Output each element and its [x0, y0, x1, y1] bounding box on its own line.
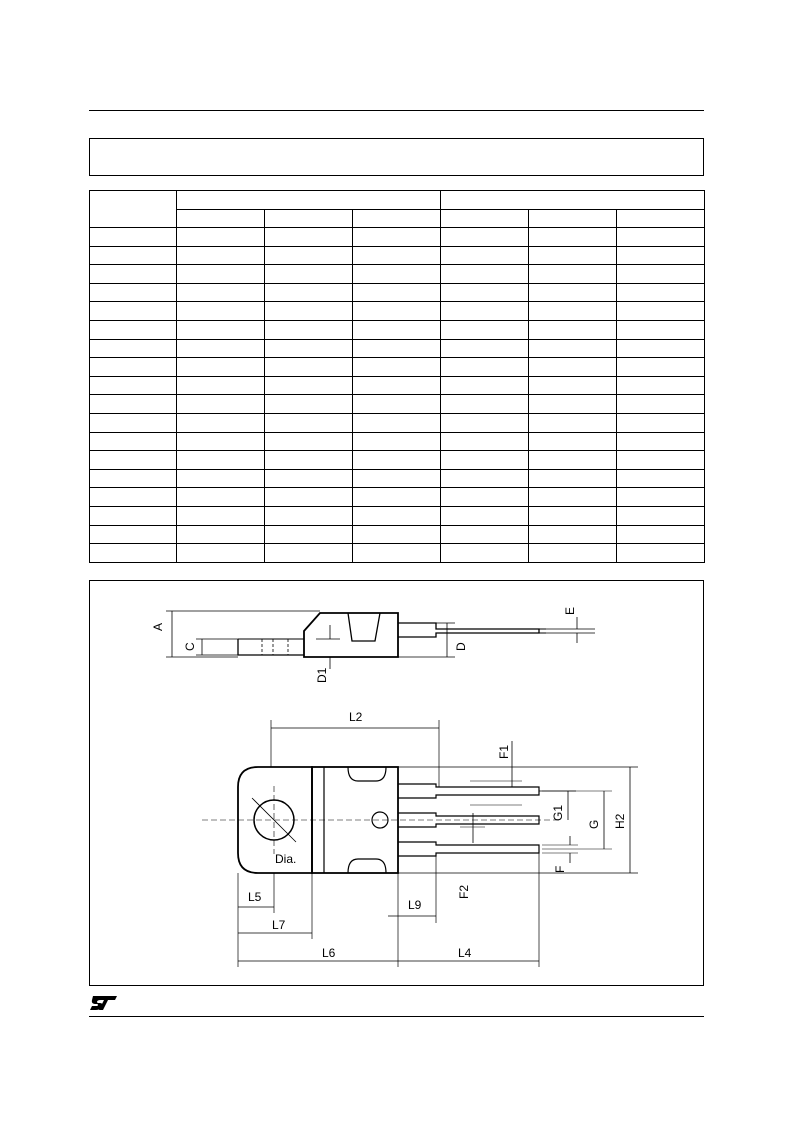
value-cell [177, 302, 265, 321]
mm-typ-header-cell [265, 210, 353, 228]
footer-rule [89, 1016, 704, 1017]
value-cell [177, 525, 265, 544]
value-cell [617, 506, 705, 525]
dim-cell [90, 413, 177, 432]
value-cell [441, 413, 529, 432]
value-cell [265, 358, 353, 377]
table-row [90, 320, 705, 339]
value-cell [265, 451, 353, 470]
value-cell [617, 525, 705, 544]
value-cell [265, 395, 353, 414]
top-view [202, 720, 638, 967]
value-cell [265, 246, 353, 265]
value-cell [177, 358, 265, 377]
inch-group-header-cell [441, 191, 705, 210]
value-cell [177, 451, 265, 470]
table-row [90, 432, 705, 451]
value-cell [353, 413, 441, 432]
value-cell [529, 228, 617, 247]
value-cell [441, 339, 529, 358]
st-logo-icon [89, 994, 119, 1017]
value-cell [265, 283, 353, 302]
value-cell [177, 488, 265, 507]
value-cell [617, 395, 705, 414]
value-cell [177, 246, 265, 265]
value-cell [177, 395, 265, 414]
value-cell [529, 358, 617, 377]
value-cell [177, 320, 265, 339]
dim-label-l2: L2 [349, 710, 363, 724]
value-cell [265, 320, 353, 339]
dim-cell [90, 320, 177, 339]
dim-label-e: E [563, 606, 577, 615]
dim-cell [90, 358, 177, 377]
table-row [90, 265, 705, 284]
dim-label-h2: H2 [613, 813, 627, 829]
value-cell [265, 339, 353, 358]
value-cell [617, 432, 705, 451]
mm-min-header-cell [177, 210, 265, 228]
value-cell [529, 265, 617, 284]
side-view [166, 611, 595, 669]
value-cell [529, 246, 617, 265]
value-cell [529, 320, 617, 339]
value-cell [177, 432, 265, 451]
value-cell [441, 506, 529, 525]
dim-label-d1: D1 [315, 667, 329, 683]
value-cell [529, 506, 617, 525]
table-title-box [89, 138, 704, 176]
value-cell [441, 228, 529, 247]
table-row [90, 228, 705, 247]
value-cell [617, 283, 705, 302]
dim-label-l6: L6 [322, 946, 336, 960]
dim-cell [90, 451, 177, 470]
value-cell [617, 302, 705, 321]
value-cell [265, 506, 353, 525]
value-cell [353, 506, 441, 525]
inch-min-header-cell [441, 210, 529, 228]
dim-label-dia: Dia. [275, 852, 297, 866]
value-cell [529, 488, 617, 507]
table-row [90, 506, 705, 525]
value-cell [441, 376, 529, 395]
value-cell [617, 488, 705, 507]
value-cell [353, 283, 441, 302]
value-cell [617, 228, 705, 247]
value-cell [353, 376, 441, 395]
value-cell [353, 488, 441, 507]
value-cell [617, 320, 705, 339]
table-body [90, 228, 705, 563]
value-cell [265, 469, 353, 488]
value-cell [177, 339, 265, 358]
value-cell [353, 525, 441, 544]
value-cell [265, 228, 353, 247]
value-cell [265, 488, 353, 507]
value-cell [177, 283, 265, 302]
table-row [90, 488, 705, 507]
dim-label-c: C [183, 642, 197, 651]
value-cell [529, 469, 617, 488]
dim-label-g: G [587, 819, 601, 829]
value-cell [177, 544, 265, 563]
value-cell [265, 376, 353, 395]
table-row [90, 376, 705, 395]
value-cell [529, 413, 617, 432]
dim-cell [90, 283, 177, 302]
inch-max-header-cell [617, 210, 705, 228]
value-cell [529, 302, 617, 321]
value-cell [441, 451, 529, 470]
table-row [90, 302, 705, 321]
value-cell [617, 358, 705, 377]
value-cell [265, 413, 353, 432]
value-cell [441, 246, 529, 265]
value-cell [265, 265, 353, 284]
value-cell [177, 228, 265, 247]
value-cell [353, 302, 441, 321]
dim-label-l4: L4 [458, 946, 472, 960]
dim-cell [90, 506, 177, 525]
value-cell [177, 265, 265, 284]
lead-side [398, 623, 539, 637]
dim-cell [90, 544, 177, 563]
value-cell [441, 302, 529, 321]
value-cell [353, 265, 441, 284]
mm-max-header-cell [353, 210, 441, 228]
value-cell [353, 228, 441, 247]
dim-label-d: D [454, 642, 468, 651]
value-cell [441, 265, 529, 284]
value-cell [177, 469, 265, 488]
value-cell [617, 544, 705, 563]
value-cell [265, 302, 353, 321]
table-row [90, 413, 705, 432]
dim-cell [90, 228, 177, 247]
value-cell [617, 246, 705, 265]
dim-label-l9: L9 [408, 898, 422, 912]
value-cell [529, 283, 617, 302]
value-cell [529, 525, 617, 544]
table-row [90, 246, 705, 265]
package-drawing [89, 580, 704, 986]
value-cell [529, 432, 617, 451]
value-cell [265, 525, 353, 544]
value-cell [529, 544, 617, 563]
value-cell [529, 376, 617, 395]
value-cell [177, 376, 265, 395]
table-row [90, 339, 705, 358]
table-header-row [90, 191, 705, 210]
dim-cell [90, 302, 177, 321]
value-cell [441, 320, 529, 339]
table-row [90, 525, 705, 544]
inch-typ-header-cell [529, 210, 617, 228]
value-cell [441, 525, 529, 544]
value-cell [617, 413, 705, 432]
value-cell [353, 320, 441, 339]
dim-cell [90, 432, 177, 451]
value-cell [265, 432, 353, 451]
value-cell [353, 395, 441, 414]
dim-label-f2: F2 [457, 884, 471, 899]
table-subheader-row [90, 210, 705, 228]
dim-cell [90, 525, 177, 544]
dim-label-a: A [151, 622, 165, 631]
value-cell [617, 376, 705, 395]
value-cell [441, 395, 529, 414]
value-cell [353, 246, 441, 265]
dim-cell [90, 395, 177, 414]
table-row [90, 469, 705, 488]
value-cell [617, 339, 705, 358]
dim-header-cell [90, 191, 177, 228]
dim-cell [90, 246, 177, 265]
dim-cell [90, 376, 177, 395]
value-cell [441, 358, 529, 377]
value-cell [353, 358, 441, 377]
value-cell [529, 339, 617, 358]
dim-label-l7: L7 [272, 918, 286, 932]
dim-cell [90, 339, 177, 358]
value-cell [529, 395, 617, 414]
dim-cell [90, 469, 177, 488]
dim-label-f: F [553, 865, 567, 873]
mm-group-header-cell [177, 191, 441, 210]
value-cell [353, 544, 441, 563]
value-cell [353, 432, 441, 451]
tab-outline [238, 639, 304, 655]
package-outline-svg [90, 581, 705, 987]
table-row [90, 395, 705, 414]
value-cell [441, 283, 529, 302]
value-cell [441, 469, 529, 488]
table-row [90, 358, 705, 377]
value-cell [353, 339, 441, 358]
value-cell [529, 451, 617, 470]
value-cell [617, 265, 705, 284]
value-cell [177, 413, 265, 432]
value-cell [353, 469, 441, 488]
value-cell [441, 432, 529, 451]
value-cell [441, 544, 529, 563]
table-row [90, 283, 705, 302]
table-row [90, 451, 705, 470]
dimensions-table [89, 190, 705, 563]
value-cell [617, 451, 705, 470]
dim-label-l5: L5 [248, 890, 262, 904]
value-cell [441, 488, 529, 507]
value-cell [177, 506, 265, 525]
value-cell [617, 469, 705, 488]
dim-label-f1: F1 [497, 744, 511, 759]
dim-label-g1: G1 [551, 804, 565, 821]
dim-cell [90, 265, 177, 284]
dim-cell [90, 488, 177, 507]
value-cell [265, 544, 353, 563]
table-row [90, 544, 705, 563]
value-cell [353, 451, 441, 470]
header-rule [89, 110, 704, 111]
